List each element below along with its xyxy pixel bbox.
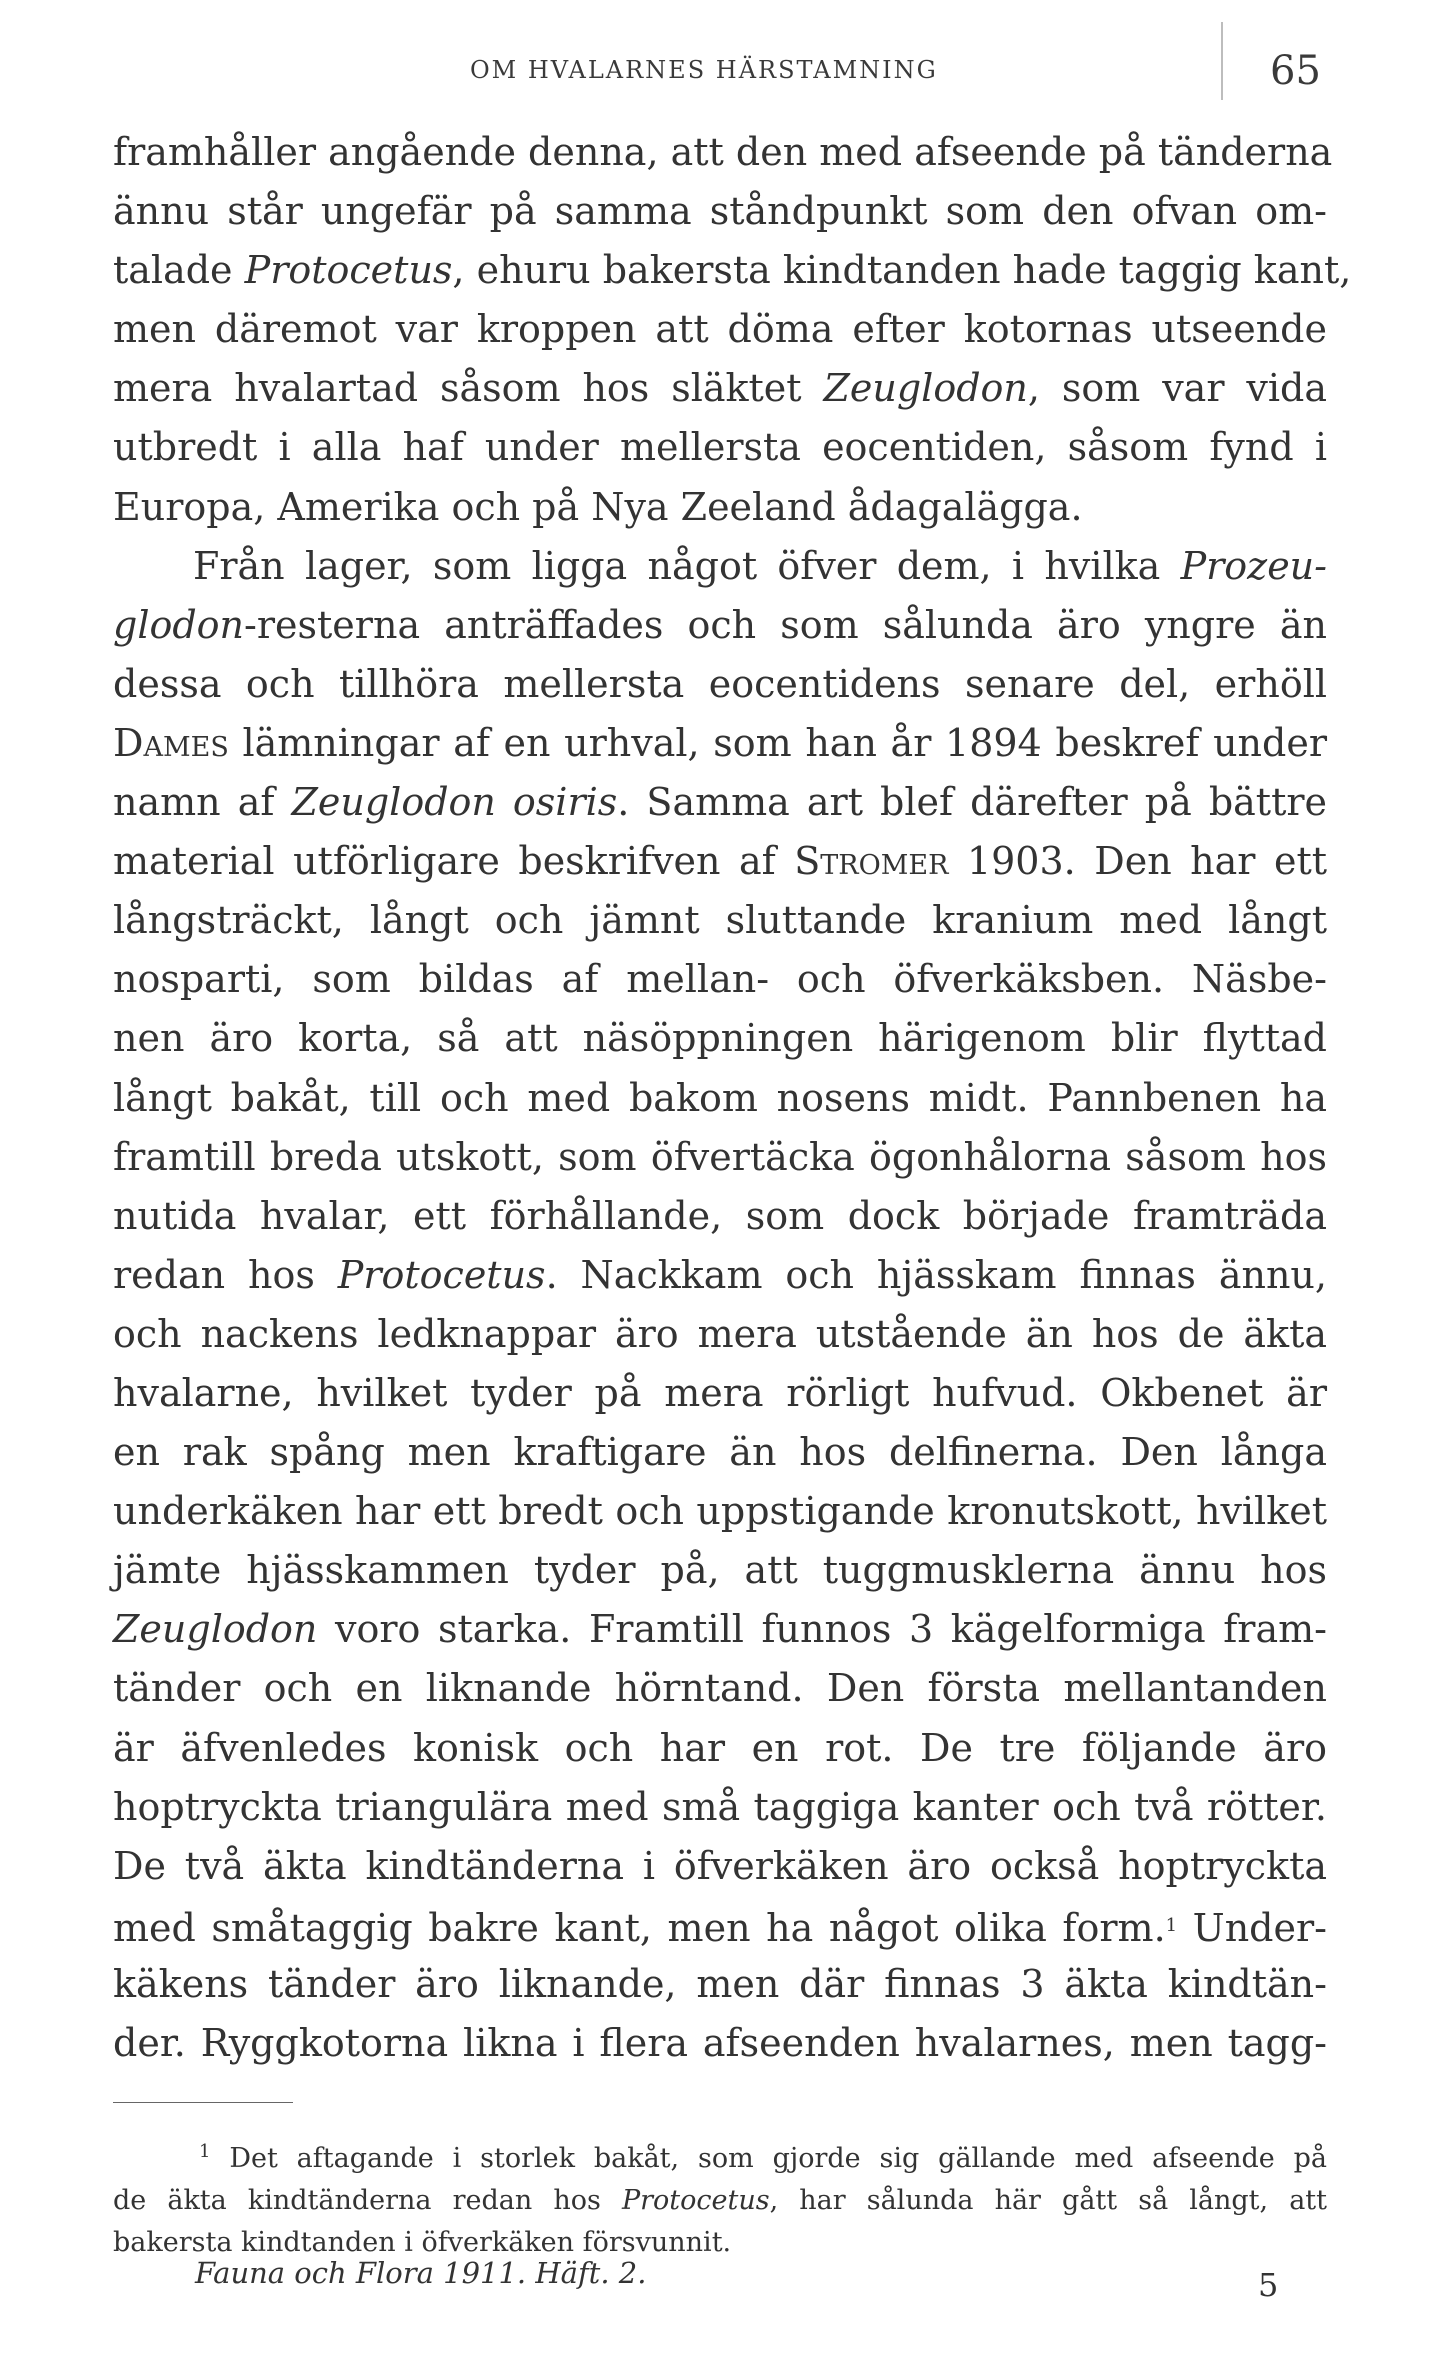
text-line — [113, 241, 1352, 300]
text-segment: lämningar af en urhval, som han år 1894 beskref under — [228, 720, 1327, 765]
footnote-line — [113, 2180, 1327, 2222]
text-line — [113, 300, 1327, 359]
text-line — [113, 714, 1327, 773]
text-line — [113, 2014, 1327, 2073]
text-segment: de äkta kindtänderna redan hos — [113, 2185, 622, 2216]
text-line — [113, 1246, 1327, 1305]
text-line — [113, 1128, 1327, 1187]
text-line — [113, 655, 1327, 714]
text-line — [113, 1187, 1327, 1246]
text-line — [113, 596, 1327, 655]
text-segment: redan hos — [113, 1252, 338, 1297]
text-segment: . Samma art blef därefter på bättre — [617, 780, 1327, 825]
text-segment: käkens tänder äro liknande, men där finnas 3 äkta kindtän- — [113, 1961, 1327, 2006]
footnote-marker: 1 — [199, 2141, 211, 2162]
text-line — [113, 1364, 1327, 1423]
italic-text: Zeuglodon osiris — [291, 780, 618, 825]
text-segment: jämte hjässkammen tyder på, att tuggmusklerna ännu hos — [113, 1548, 1327, 1593]
text-segment: bakersta kindtanden i öfverkäken försvunnit. — [113, 2227, 732, 2258]
italic-text: Zeuglodon — [823, 366, 1028, 411]
footnote-rule — [113, 2102, 293, 2103]
text-segment: underkäken har ett bredt och uppstigande kronutskott, hvilket — [113, 1489, 1327, 1534]
text-segment: material utförligare beskrifven af — [113, 839, 795, 884]
text-line — [113, 1778, 1327, 1837]
text-segment: dessa och tillhöra mellersta eocentidens senare del, erhöll — [113, 661, 1327, 706]
italic-text: Protocetus — [621, 2185, 770, 2216]
text-line — [113, 1896, 1327, 1955]
text-segment: De två äkta kindtänderna i öfverkäken äro också hoptryckta — [113, 1843, 1327, 1888]
text-line — [113, 418, 1327, 477]
text-line — [113, 1069, 1327, 1128]
text-segment: Europa, Amerika och på Nya Zeeland ådagalägga. — [113, 484, 1083, 529]
text-line — [113, 1305, 1327, 1364]
author-name: Dames — [113, 720, 229, 765]
italic-text: Protocetus — [244, 248, 453, 293]
text-line — [113, 891, 1327, 950]
text-segment: nen äro korta, så att näsöppningen härigenom blir flyttad — [113, 1016, 1327, 1061]
footnote-line — [113, 2131, 1327, 2180]
signature-number: 5 — [1258, 2266, 1279, 2304]
text-line — [113, 1837, 1327, 1896]
text-segment: hvalarne, hvilket tyder på mera rörligt hufvud. Okbenet är — [113, 1370, 1327, 1415]
text-segment: framtill breda utskott, som öfvertäcka ögonhålorna såsom hos — [113, 1134, 1327, 1179]
text-line — [113, 359, 1327, 418]
text-segment: långt bakåt, till och med bakom nosens midt. Pannbenen ha — [113, 1075, 1327, 1120]
text-segment: och nackens ledknappar äro mera utstående än hos de äkta — [113, 1311, 1327, 1356]
text-segment: , har sålunda här gått så långt, att — [769, 2185, 1327, 2216]
text-segment: mera hvalartad såsom hos släktet — [113, 366, 824, 411]
text-segment: voro starka. Framtill funnos 3 kägelformiga fram- — [317, 1607, 1327, 1652]
author-name: Stromer — [794, 839, 949, 884]
footnote-marker: 1 — [1165, 1914, 1178, 1936]
signature-line: Fauna och Flora 1911. Häft. 2. — [195, 2256, 647, 2290]
text-line — [113, 1541, 1327, 1600]
text-segment: Under- — [1177, 1905, 1327, 1950]
text-segment: är äfvenledes konisk och har en rot. De tre följande äro — [113, 1725, 1327, 1770]
text-segment: utbredt i alla haf under mellersta eocentiden, såsom fynd i — [113, 425, 1327, 470]
page-number: 65 — [1270, 48, 1321, 94]
text-segment: men däremot var kroppen att döma efter kotornas utseende — [113, 307, 1327, 352]
text-segment: Det aftagande i storlek bakåt, som gjorde sig gällande med afseende på — [210, 2143, 1327, 2174]
text-line — [113, 123, 1333, 182]
text-segment: tänder och en liknande hörntand. Den första mellantanden — [113, 1666, 1327, 1711]
text-segment: . Nackkam och hjässkam finnas ännu, — [545, 1252, 1327, 1297]
text-line — [113, 1009, 1327, 1068]
text-segment: namn af — [113, 780, 292, 825]
italic-text: Protocetus — [337, 1252, 546, 1297]
text-line — [113, 1659, 1327, 1718]
text-segment: der. Ryggkotorna likna i flera afseenden hvalarnes, men tagg- — [113, 2021, 1327, 2065]
text-line — [113, 1600, 1327, 1659]
running-title: OM HVALARNES HÄRSTAMNING — [470, 56, 938, 84]
text-segment: nutida hvalar, ett förhållande, som dock började framträda — [113, 1193, 1327, 1238]
text-segment: -resterna anträffades och som sålunda äro yngre än — [244, 602, 1327, 647]
text-segment: framhåller angående denna, att den med afseende på tänderna — [113, 130, 1333, 174]
text-segment: långsträckt, långt och jämnt sluttande kranium med långt — [113, 898, 1327, 943]
text-line — [113, 1482, 1327, 1541]
text-segment: 1903. Den har ett — [948, 839, 1327, 884]
italic-text: Zeuglodon — [113, 1607, 318, 1652]
text-line — [113, 1955, 1327, 2014]
text-line — [113, 1423, 1327, 1482]
text-segment: , ehuru bakersta kindtanden hade taggig kant, — [452, 248, 1352, 293]
text-segment: Från lager, som ligga något öfver dem, i hvilka — [193, 543, 1181, 588]
text-segment: med småtaggig bakre kant, men ha något olika form. — [113, 1905, 1166, 1950]
text-line — [113, 182, 1327, 241]
text-line — [113, 537, 1327, 596]
text-line — [113, 773, 1327, 832]
footnote — [113, 2131, 1327, 2264]
text-segment: nosparti, som bildas af mellan- och öfverkäksben. Näsbe- — [113, 957, 1327, 1002]
text-segment: en rak spång men kraftigare än hos delfinerna. Den långa — [113, 1430, 1327, 1475]
header-rule — [1221, 22, 1223, 100]
text-line — [113, 478, 1327, 537]
text-segment: hoptryckta triangulära med små taggiga kanter och två rötter. — [113, 1784, 1327, 1829]
text-line — [113, 950, 1327, 1009]
text-line — [113, 832, 1327, 891]
italic-text: glodon — [113, 602, 245, 647]
text-segment: ännu står ungefär på samma ståndpunkt som den ofvan om- — [113, 189, 1327, 234]
body-text — [113, 123, 1352, 2073]
text-segment: , som var vida — [1027, 366, 1327, 411]
italic-text: Prozeu- — [1180, 543, 1327, 588]
text-line — [113, 1719, 1327, 1778]
text-segment: talade — [113, 248, 245, 293]
